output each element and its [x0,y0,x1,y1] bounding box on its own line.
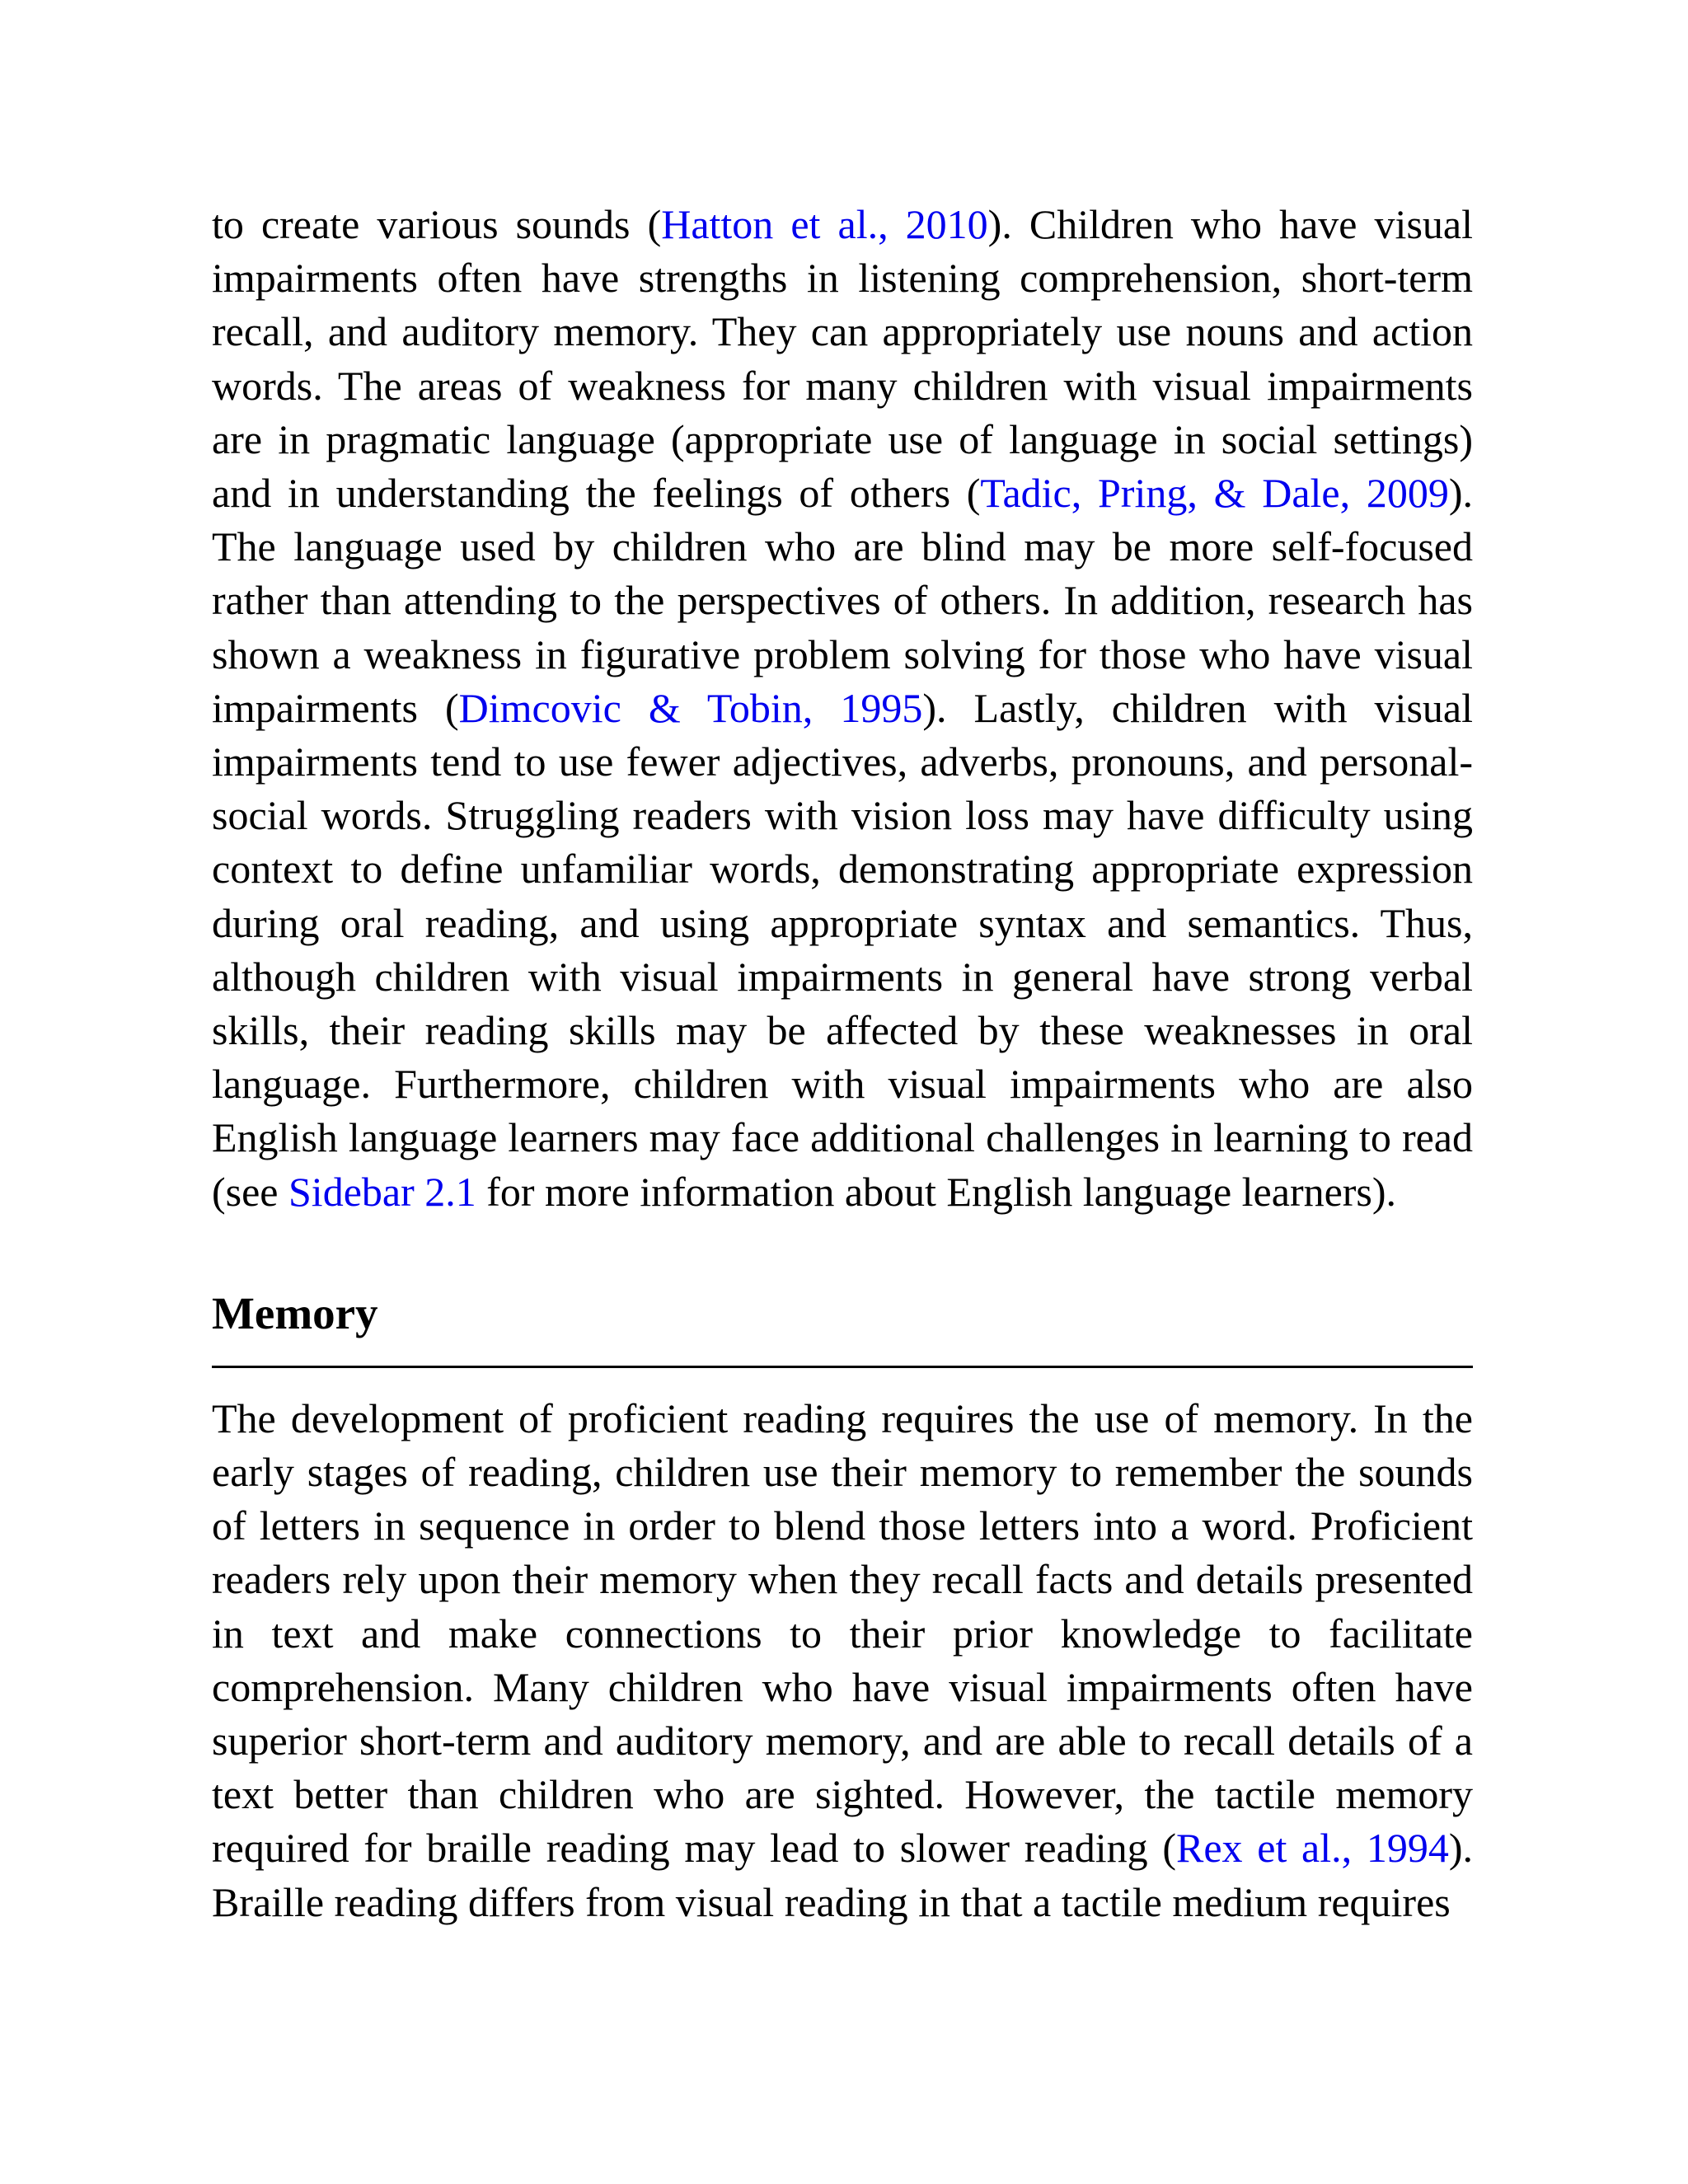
citation-link-tadic[interactable]: Tadic, Pring, & Dale, 2009 [980,470,1449,517]
heading-divider [212,1366,1473,1368]
citation-link-dimcovic[interactable]: Dimcovic & Tobin, 1995 [458,684,923,731]
citation-link-hatton[interactable]: Hatton et al., 2010 [661,201,988,247]
text-run: The development of proficient reading requires the use of memory. In the early stages of reading, children use their memory to remember the sounds of letters in sequence in order to blend those letters into a word. Proficient readers rely upon their memory when they recall facts and details presented in text and make connections to their prior knowledge to facilitate comprehension. Many children who have visual impairments often have superior short-term and auditory memory, and are able to recall details of a text better than children who are sighted. However, the tactile memory required for braille reading may lead to slower reading ( [212,1394,1473,1872]
paragraph-language [212,198,1473,1219]
text-run: to create various sounds ( [212,201,662,247]
document-page [212,198,1473,1929]
text-run: for more information about English language learners). [476,1168,1397,1215]
sidebar-link[interactable]: Sidebar 2.1 [288,1168,476,1215]
section-heading-memory: Memory [212,1287,378,1338]
citation-link-rex[interactable]: Rex et al., 1994 [1176,1825,1449,1872]
text-run: ). Braille reading differs from visual reading in that a tactile medium requires [212,1825,1473,1925]
text-run: ). Lastly, children with visual impairments tend to use fewer adjectives, adverbs, pronouns, and personal-social words. Struggling readers with vision loss may have difficulty using context to define unfamiliar words, demonstrating appropriate expression during oral reading, and using appropriate syntax and semantics. Thus, although children with visual impairments in general have strong verbal skills, their reading skills may be affected by these weaknesses in oral language. Furthermore, children with visual impairments who are also English language learners may face additional challenges in learning to read (see [212,684,1473,1215]
paragraph-memory [212,1392,1473,1929]
text-run: ). The language used by children who are blind may be more self-focused rather than attending to the perspectives of others. In addition, research has shown a weakness in figurative problem solving for those who have visual impairments ( [212,470,1474,731]
text-run: ). Children who have visual impairments often have strengths in listening comprehension, short-term recall, and auditory memory. They can appropriately use nouns and action words. The areas of weakness for many children with visual impairments are in pragmatic language (appropriate use of language in social settings) and in understanding the feelings of others ( [212,201,1473,517]
